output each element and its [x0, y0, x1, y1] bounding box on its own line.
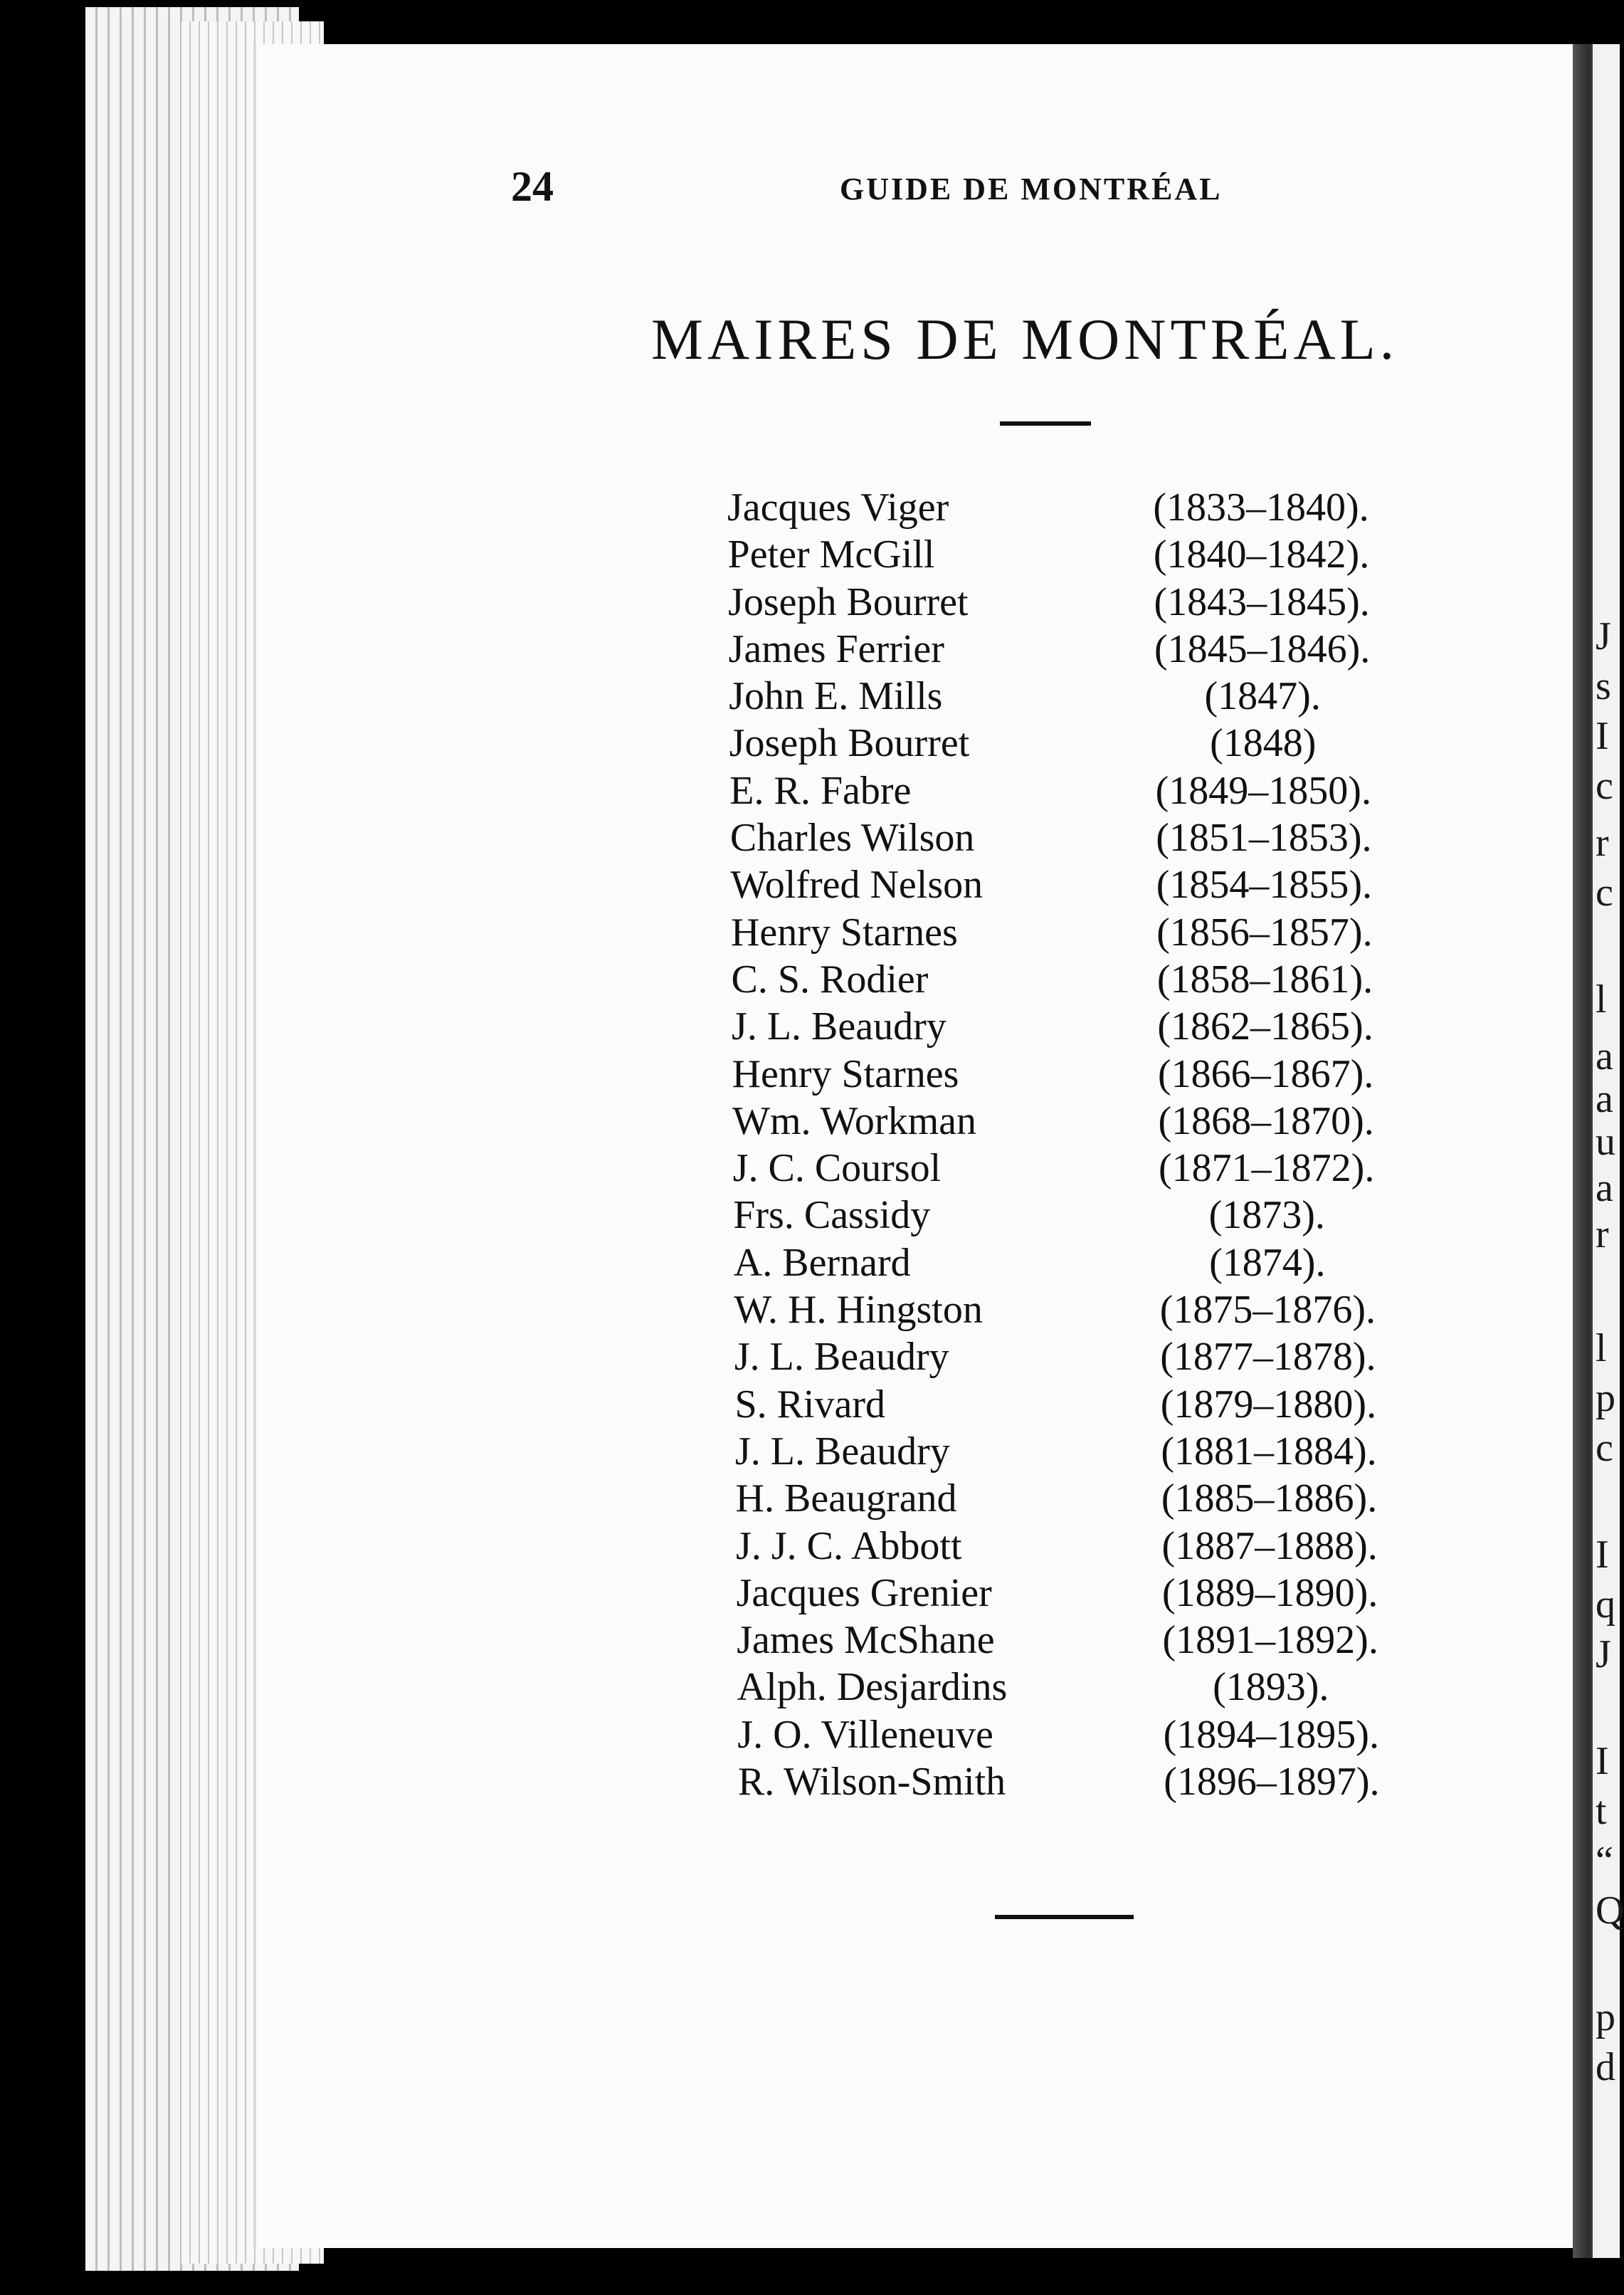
mayor-name: John E. Mills	[729, 674, 943, 719]
mayor-list	[727, 484, 1439, 1805]
mayor-name: J. O. Villeneuve	[737, 1712, 993, 1757]
mayor-name: J. L. Beaudry	[732, 1004, 947, 1049]
facing-page-glyph: p	[1596, 1995, 1615, 2039]
mayor-row	[733, 1145, 1445, 1192]
mayor-name: Joseph Bourret	[729, 721, 970, 766]
facing-page-glyph: l	[1596, 1326, 1607, 1370]
mayor-row	[730, 861, 1442, 908]
mayor-row	[729, 720, 1441, 767]
mayor-name: S. Rivard	[734, 1382, 885, 1427]
mayor-row	[737, 1664, 1449, 1711]
mayor-row	[738, 1758, 1450, 1805]
mayor-row	[737, 1617, 1448, 1664]
mayor-row	[737, 1711, 1449, 1758]
facing-page-glyph: d	[1596, 2045, 1615, 2089]
page-title: MAIRES DE MONTRÉAL.	[651, 307, 1399, 372]
mayor-name: Jacques Grenier	[736, 1570, 992, 1615]
mayor-name: J. L. Beaudry	[735, 1429, 950, 1474]
end-divider	[995, 1915, 1134, 1919]
mayor-row	[729, 626, 1440, 673]
facing-page-glyph: a	[1596, 1034, 1613, 1078]
mayor-row	[733, 1192, 1445, 1239]
mayor-term-years: (1871–1872).	[1159, 1146, 1375, 1191]
facing-page-glyph: c	[1596, 764, 1613, 808]
mayor-row	[732, 1098, 1444, 1145]
facing-page-glyph: r	[1596, 1212, 1609, 1256]
mayor-row	[734, 1286, 1445, 1333]
mayor-name: Wm. Workman	[732, 1098, 976, 1143]
mayor-term-years: (1874).	[1209, 1240, 1326, 1285]
mayor-name: J. L. Beaudry	[734, 1335, 949, 1380]
facing-page-fragment	[1593, 44, 1624, 2258]
mayor-row	[731, 909, 1443, 956]
mayor-term-years: (1849–1850).	[1155, 768, 1371, 813]
mayor-row	[734, 1333, 1446, 1380]
mayor-name: Frs. Cassidy	[733, 1193, 931, 1238]
facing-page-glyph: a	[1596, 1166, 1613, 1210]
facing-page-glyph: t	[1596, 1789, 1607, 1833]
mayor-term-years: (1868–1870).	[1158, 1098, 1374, 1143]
mayor-term-years: (1848)	[1210, 721, 1317, 766]
facing-page-glyph: I	[1596, 714, 1609, 758]
mayor-row	[729, 673, 1440, 720]
mayor-row	[734, 1239, 1445, 1286]
mayor-row	[736, 1475, 1448, 1522]
mayor-term-years: (1851–1853).	[1156, 816, 1372, 861]
facing-page-glyph: J	[1596, 614, 1611, 658]
mayor-name: Alph. Desjardins	[737, 1665, 1008, 1710]
mayor-term-years: (1873).	[1208, 1193, 1325, 1238]
mayor-term-years: (1845–1846).	[1154, 626, 1371, 671]
mayor-row	[735, 1428, 1447, 1475]
mayor-term-years: (1856–1857).	[1156, 910, 1373, 955]
mayor-name: H. Beaugrand	[735, 1476, 957, 1521]
mayor-term-years: (1885–1886).	[1161, 1476, 1378, 1521]
mayor-name: Henry Starnes	[730, 910, 958, 955]
mayor-name: E. R. Fabre	[729, 768, 912, 813]
mayor-term-years: (1866–1867).	[1157, 1051, 1374, 1096]
mayor-term-years: (1891–1892).	[1162, 1618, 1378, 1663]
mayor-name: Jacques Viger	[727, 485, 949, 530]
facing-page-glyph: c	[1596, 871, 1613, 915]
facing-page-glyph: q	[1596, 1582, 1615, 1627]
mayor-name: James McShane	[737, 1618, 995, 1663]
mayor-name: Peter McGill	[727, 532, 935, 577]
facing-page-glyph: l	[1596, 977, 1607, 1022]
mayor-term-years: (1893).	[1213, 1665, 1329, 1710]
mayor-row	[730, 814, 1442, 861]
mayor-row	[734, 1381, 1446, 1428]
mayor-name: James Ferrier	[728, 626, 944, 671]
facing-page-glyph: s	[1596, 664, 1611, 708]
page-number: 24	[511, 163, 554, 210]
mayor-row	[727, 484, 1439, 531]
title-divider	[1000, 421, 1091, 426]
mayor-row	[728, 579, 1440, 626]
mayor-name: A. Bernard	[733, 1240, 911, 1285]
facing-page-glyph: J	[1596, 1632, 1611, 1676]
mayor-name: Henry Starnes	[732, 1051, 959, 1096]
mayor-term-years: (1843–1845).	[1154, 579, 1370, 624]
mayor-row	[728, 531, 1440, 578]
mayor-term-years: (1847).	[1204, 674, 1321, 719]
mayor-term-years: (1875–1876).	[1159, 1288, 1376, 1333]
mayor-name: Wolfred Nelson	[730, 863, 984, 908]
mayor-name: J. C. Coursol	[732, 1146, 942, 1191]
mayor-row	[729, 767, 1441, 814]
mayor-term-years: (1894–1895).	[1163, 1712, 1379, 1757]
mayor-term-years: (1862–1865).	[1157, 1004, 1373, 1049]
mayor-term-years: (1879–1880).	[1160, 1382, 1377, 1427]
facing-page-glyph: I	[1596, 1533, 1609, 1577]
mayor-name: J. J. C. Abbott	[736, 1523, 962, 1568]
mayor-row	[736, 1523, 1448, 1570]
facing-page-glyph: r	[1596, 821, 1609, 865]
facing-page-glyph: p	[1596, 1376, 1615, 1420]
mayor-term-years: (1887–1888).	[1161, 1523, 1378, 1568]
mayor-row	[732, 956, 1443, 1003]
facing-page-glyph: a	[1596, 1077, 1613, 1121]
facing-page-glyph: u	[1596, 1120, 1615, 1164]
facing-page-glyph: c	[1596, 1426, 1613, 1470]
mayor-term-years: (1854–1855).	[1156, 863, 1373, 908]
mayor-name: W. H. Hingston	[734, 1288, 983, 1333]
mayor-name: C. S. Rodier	[731, 957, 929, 1002]
mayor-row	[732, 1003, 1443, 1050]
mayor-term-years: (1877–1878).	[1160, 1335, 1376, 1380]
mayor-term-years: (1881–1884).	[1161, 1429, 1377, 1474]
running-head: GUIDE DE MONTRÉAL	[840, 172, 1223, 206]
facing-page-glyph: “	[1596, 1839, 1613, 1883]
mayor-term-years: (1833–1840).	[1153, 485, 1369, 530]
mayor-term-years: (1889–1890).	[1161, 1570, 1378, 1615]
mayor-term-years: (1840–1842).	[1153, 532, 1370, 577]
mayor-row	[737, 1570, 1448, 1617]
mayor-name: Charles Wilson	[729, 816, 975, 861]
facing-page-glyph: I	[1596, 1739, 1609, 1783]
mayor-term-years: (1896–1897).	[1164, 1760, 1380, 1805]
mayor-term-years: (1858–1861).	[1156, 957, 1373, 1002]
mayor-name: Joseph Bourret	[728, 579, 969, 624]
mayor-row	[732, 1051, 1444, 1098]
mayor-name: R. Wilson-Smith	[737, 1760, 1006, 1805]
facing-page-glyph: Q	[1596, 1889, 1624, 1933]
